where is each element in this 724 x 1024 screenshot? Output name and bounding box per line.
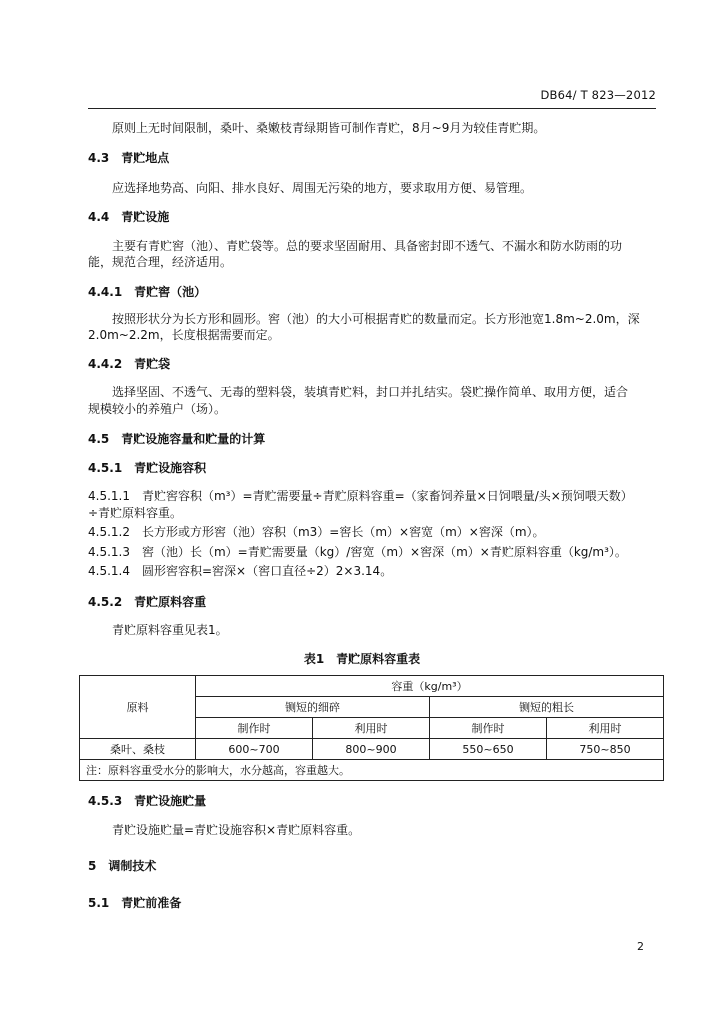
section-heading-4-5-1: 4.5.1 青贮设施容积 bbox=[88, 461, 207, 475]
table-cell: 600~700 bbox=[196, 739, 313, 760]
paragraph-line: 选择坚固、不透气、无毒的塑料袋，装填青贮料，封口并扎结实。袋贮操作简单、取用方便，适合 bbox=[112, 385, 629, 399]
table-cell: 800~900 bbox=[313, 739, 430, 760]
table-subheader: 制作时 bbox=[196, 718, 313, 739]
paragraph-line: 4.5.1.4 圆形窖容积=窖深×（窖口直径÷2）2×3.14。 bbox=[88, 564, 393, 578]
paragraph-line: 4.5.1.3 窖（池）长（m）=青贮需要量（kg）/窖宽（m）×窖深（m）×青贮原料容重（kg/m³）。 bbox=[88, 545, 627, 559]
table-row bbox=[80, 739, 664, 760]
section-heading-5: 5 调制技术 bbox=[88, 859, 157, 873]
table-cell: 桑叶、桑枝 bbox=[80, 739, 196, 760]
section-heading-4-4-1: 4.4.1 青贮窖（池） bbox=[88, 285, 207, 299]
paragraph-line: 青贮设施贮量=青贮设施容积×青贮原料容重。 bbox=[112, 823, 361, 837]
section-heading-4-4: 4.4 青贮设施 bbox=[88, 210, 170, 224]
table-group-header: 铡短的细碎 bbox=[196, 697, 430, 718]
bulk-density-table bbox=[79, 675, 664, 781]
table-cell: 550~650 bbox=[430, 739, 547, 760]
section-heading-4-5: 4.5 青贮设施容量和贮量的计算 bbox=[88, 432, 266, 446]
paragraph-line: 能，规范合理，经济适用。 bbox=[88, 255, 233, 269]
section-heading-4-5-3: 4.5.3 青贮设施贮量 bbox=[88, 794, 207, 808]
paragraph-line: 主要有青贮窖（池）、青贮袋等。总的要求坚固耐用、具备密封即不透气、不漏水和防水防雨的功 bbox=[112, 239, 623, 253]
document-id: DB64/ T 823—2012 bbox=[540, 88, 656, 102]
paragraph-line: 原则上无时间限制，桑叶、桑嫩枝青绿期皆可制作青贮，8月~9月为较佳青贮期。 bbox=[112, 121, 546, 135]
table-caption: 表1 青贮原料容重表 bbox=[303, 652, 421, 666]
table-subheader: 利用时 bbox=[547, 718, 664, 739]
section-heading-5-1: 5.1 青贮前准备 bbox=[88, 896, 182, 910]
paragraph-line: 规模较小的养殖户（场）。 bbox=[88, 402, 227, 416]
section-heading-4-3: 4.3 青贮地点 bbox=[88, 151, 170, 165]
section-heading-4-5-2: 4.5.2 青贮原料容重 bbox=[88, 595, 207, 609]
paragraph-line: 按照形状分为长方形和圆形。窖（池）的大小可根据青贮的数量而定。长方形池宽1.8m~2.0m，深 bbox=[112, 312, 640, 326]
paragraph-line: 应选择地势高、向阳、排水良好、周围无污染的地方，要求取用方便、易管理。 bbox=[112, 181, 533, 195]
table-note: 注：原料容重受水分的影响大，水分越高，容重越大。 bbox=[80, 760, 664, 781]
paragraph-line: 4.5.1.2 长方形或方形窖（池）容积（m3）=窖长（m）×窖宽（m）×窖深（m）。 bbox=[88, 525, 545, 539]
page-number: 2 bbox=[637, 940, 644, 953]
table-cell: 750~850 bbox=[547, 739, 664, 760]
table-subheader: 利用时 bbox=[313, 718, 430, 739]
section-heading-4-4-2: 4.4.2 青贮袋 bbox=[88, 357, 171, 371]
table-subheader: 制作时 bbox=[430, 718, 547, 739]
table-row-header: 原料 bbox=[80, 676, 196, 739]
paragraph-line: 青贮原料容重见表1。 bbox=[112, 623, 228, 637]
paragraph-line: 4.5.1.1 青贮窖容积（m³）=青贮需要量÷青贮原料容重=（家畜饲养量×日饲喂量/头×预饲喂天数） bbox=[88, 489, 633, 503]
table-unit-header: 容重（kg/m³） bbox=[196, 676, 664, 697]
header-rule bbox=[88, 108, 656, 109]
paragraph-line: ÷青贮原料容重。 bbox=[88, 506, 183, 520]
table-group-header: 铡短的粗长 bbox=[430, 697, 664, 718]
paragraph-line: 2.0m~2.2m，长度根据需要而定。 bbox=[88, 328, 280, 342]
